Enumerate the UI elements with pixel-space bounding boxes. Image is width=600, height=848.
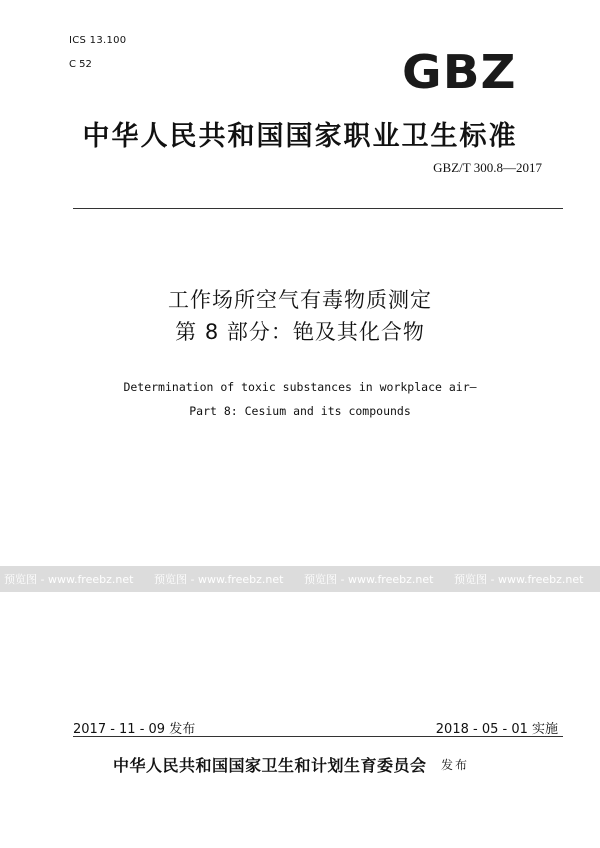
standard-category-title: 中华人民共和国国家职业卫生标准 [82,121,518,152]
en-title-line1: Determination of toxic substances in workplace air— [123,380,477,394]
en-title-line2: Part 8: Cesium and its compounds [189,404,411,418]
watermark-text: 预览图 - www.freebz.net [154,573,284,586]
implementation-date: 2018 - 05 - 01 实施 [435,722,558,737]
watermark-band [0,566,600,592]
top-divider [73,208,563,209]
cn-title-line1: 工作场所空气有毒物质测定 [168,288,432,312]
bottom-divider [73,736,563,737]
publisher-name: 中华人民共和国国家卫生和计划生育委员会 [113,756,427,775]
gbz-logo: GBZ [402,45,517,99]
ics-code: ICS 13.100 [69,35,127,46]
cn-title-line2: 第 8 部分：铯及其化合物 [175,320,425,344]
issue-date: 2017 - 11 - 09 发布 [73,722,196,737]
watermark-text: 预览图 - www.freebz.net [4,573,134,586]
watermark-text: 预览图 - www.freebz.net [304,573,434,586]
ccs-code: C 52 [69,59,92,70]
watermark-text: 预览图 - www.freebz.net [454,573,584,586]
publisher-suffix: 发布 [441,758,470,772]
standard-number: GBZ/T 300.8—2017 [433,160,542,175]
